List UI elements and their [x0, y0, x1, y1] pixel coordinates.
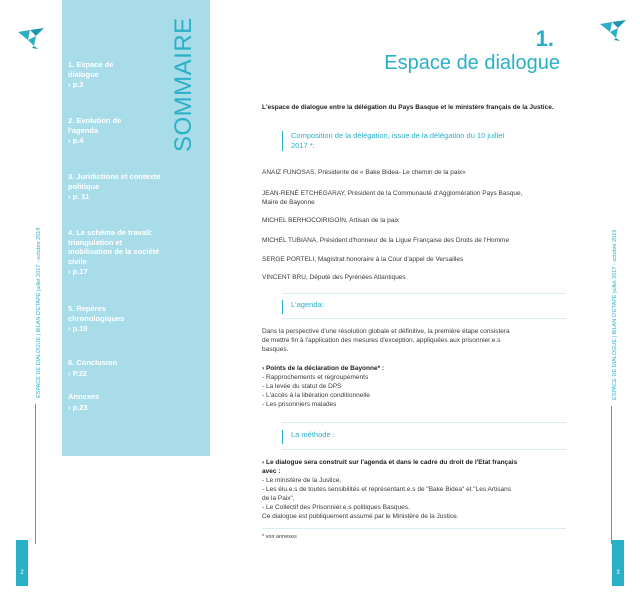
- toc-page-ref: › P.22: [68, 368, 88, 378]
- toc-item-4[interactable]: 4. Le schéma de travail: triangulation et mobilisation de la société civile › p.17: [68, 228, 168, 277]
- toc-item-6[interactable]: 6. Conclusion › P.22: [68, 358, 168, 379]
- toc-item-annexes[interactable]: Annexes › p.23: [68, 392, 168, 413]
- agenda-heading: L'agenda:: [282, 300, 324, 314]
- toc-page-ref: › p. 11: [68, 192, 90, 201]
- member-3: MICHEL BERHOCOIRIGOIN, Artisan de la paix: [262, 217, 400, 224]
- page-number-left: 2: [16, 540, 28, 586]
- agenda-text: Dans la perspective d'une résolution globale et définitive, la première étape consistera de mettre fin à l'application des mesures d'exception, appliquées aux prisonnier.e.s basques.: [262, 328, 510, 353]
- toc-item-2[interactable]: 2. Evolution de l'agenda › p.4: [68, 116, 168, 146]
- methode-text: › Le dialogue sera construit sur l'agenda et dans le cadre du droit de l'Etat français avec : - Le ministère de la Justice, - Les élu.e.s de toutes sensibilités et représentant.e.s de "Bake Bidea" et "Les Artisans de la Paix", - Le Collectif des Prisonnier.e.s politiques Basques. Ce dialogue est publiquement assumé par le Ministère de la Justice.: [262, 459, 518, 520]
- toc-page-ref: › p.23: [68, 402, 88, 412]
- bayonne-points: › Points de la déclaration de Bayonne* : - Rapprochements et regroupements - La levée du statut de DPS - L'accès à la libération conditionnelle - Les prisonniers malades: [262, 365, 385, 408]
- sommaire-label: SOMMAIRE: [170, 17, 197, 152]
- toc-page-ref: › p.17: [68, 267, 88, 276]
- toc-page-ref: › p.3: [68, 80, 84, 89]
- side-rule-left: [35, 404, 36, 544]
- member-4: MICHEL TUBIANA, Président d'honneur de la Ligue Française des Droits de l'Homme: [262, 237, 510, 244]
- composition-heading: Composition de la délégation, issue de la délégation du 10 juillet 2017 *:: [282, 131, 582, 151]
- divider: [262, 528, 566, 529]
- methode-heading: La méthode :: [282, 430, 335, 444]
- divider: [282, 449, 566, 450]
- member-1: ANAIZ FUNOSAS, Présidente de « Bake Bidea- Le chemin de la paix»: [262, 169, 466, 176]
- divider: [282, 318, 566, 319]
- toc-page-ref: › p.4: [68, 136, 84, 145]
- chapter-title: Espace de dialogue: [384, 52, 560, 74]
- running-header-left: ESPACE DE DIALOGUE | BILAN D'ETAPE juillet 2017 - octobre 2019: [36, 227, 42, 398]
- page-number-right: 3: [612, 540, 624, 586]
- chapter-number: 1.: [535, 26, 554, 51]
- member-6: VINCENT BRU, Député des Pyrénées Atlantiques: [262, 274, 406, 281]
- side-rule-right: [611, 406, 612, 544]
- toc-page-ref: › p.19: [68, 324, 88, 333]
- footnote: * voir annexes: [262, 534, 297, 540]
- toc-item-5[interactable]: 5. Repères chronologiques › p.19: [68, 304, 168, 334]
- member-2: JEAN-RENÉ ETCHEGARAY, Président de la Communauté d'Agglomération Pays Basque, Maire de Bayonne: [262, 190, 523, 206]
- bird-logo-icon: [598, 16, 628, 42]
- toc-item-3[interactable]: 3. Juridictions et contexte politique › p. 11: [68, 172, 168, 202]
- intro-text: L'espace de dialogue entre la délégation du Pays Basque et le ministère français de la Justice.: [262, 104, 554, 111]
- divider: [282, 293, 566, 294]
- member-5: SERGE PORTELI, Magistrat honoraire à la Cour d'appel de Versailles: [262, 256, 464, 263]
- bayonne-heading: › Points de la déclaration de Bayonne* :: [262, 365, 385, 372]
- bird-logo-icon: [16, 24, 46, 50]
- toc-item-1[interactable]: 1. Espace de dialogue › p.3: [68, 60, 168, 90]
- divider: [282, 422, 566, 423]
- running-header-right: ESPACE DE DIALOGUE | BILAN D'ETAPE juillet 2017 - octobre 2019: [612, 229, 618, 400]
